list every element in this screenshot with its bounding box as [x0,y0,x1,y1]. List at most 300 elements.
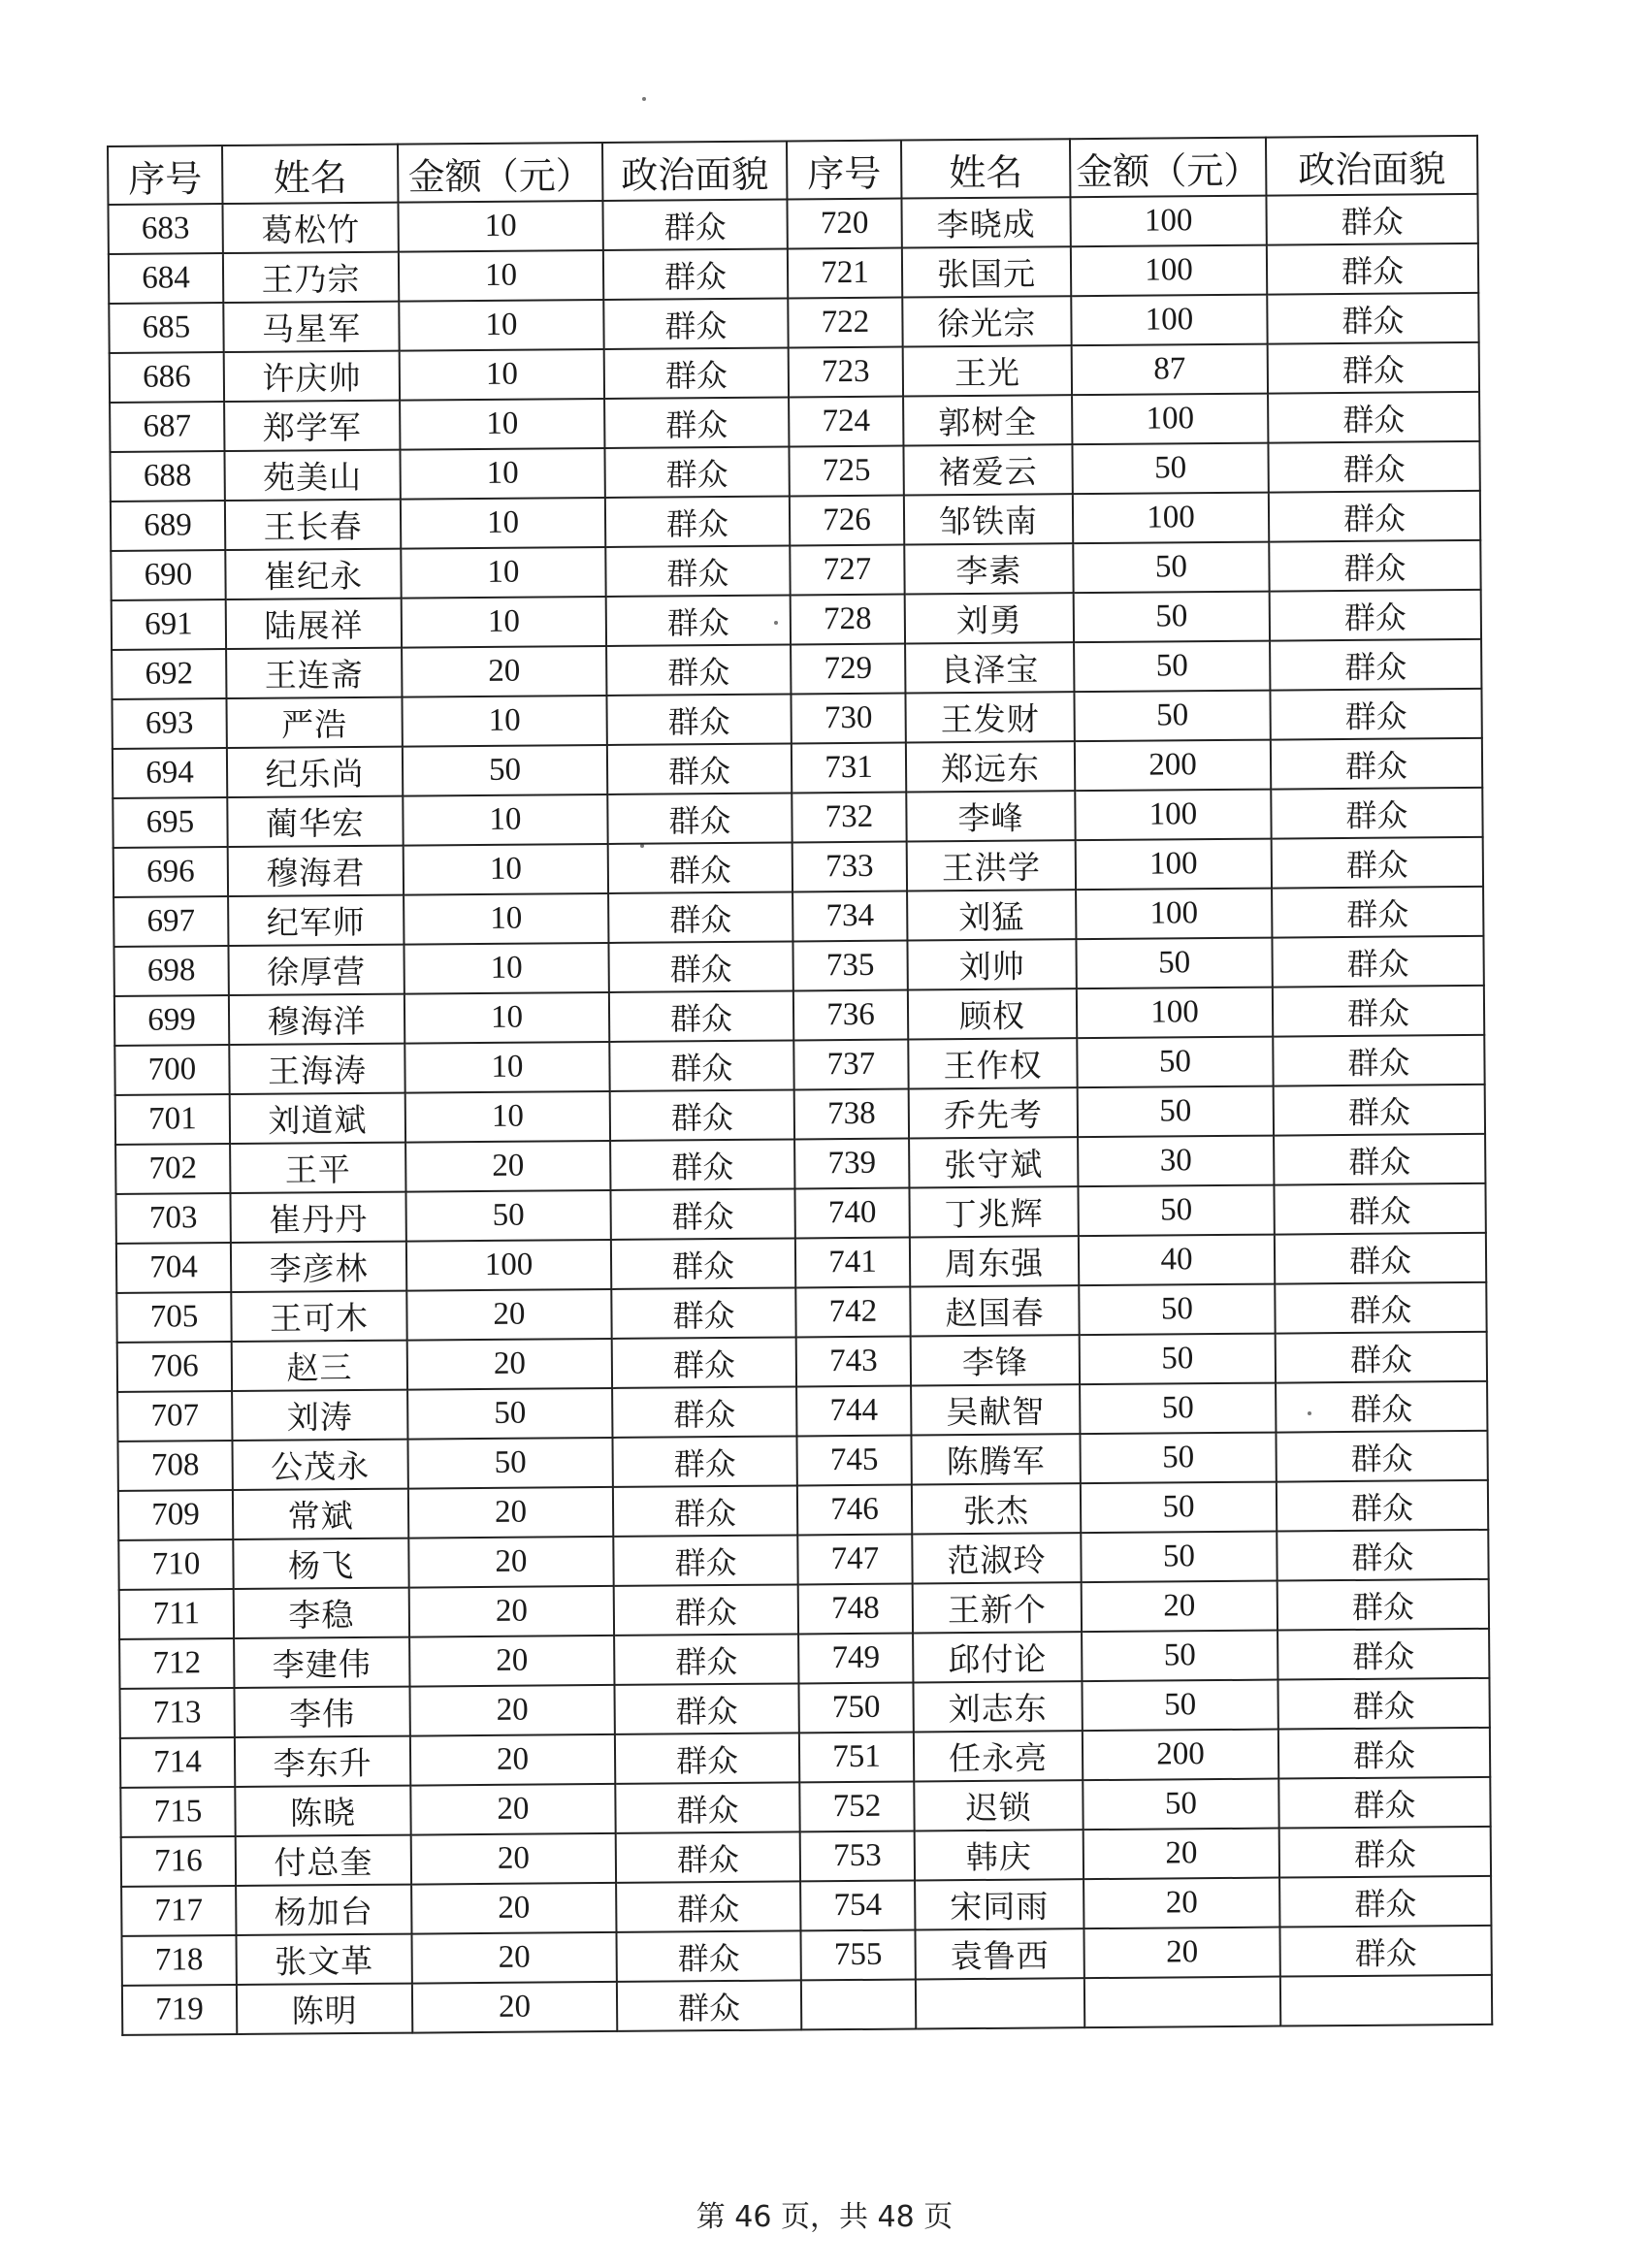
header-serial-right: 序号 [787,141,901,200]
serial-cell: 685 [109,303,223,353]
amount-cell: 20 [407,1339,612,1390]
political-status-cell: 群众 [603,298,788,348]
amount-cell: 100 [1071,245,1267,297]
political-status-cell: 群众 [1278,1777,1490,1829]
name-cell: 刘勇 [905,593,1074,643]
name-cell: 王连斋 [226,648,402,698]
political-status-cell: 群众 [1275,1233,1486,1284]
serial-cell: 713 [119,1688,234,1738]
political-status-cell: 群众 [616,1881,800,1931]
serial-cell: 735 [792,941,907,991]
amount-cell: 50 [1074,691,1270,742]
amount-cell: 20 [1083,1829,1279,1880]
name-cell: 陈明 [237,1984,412,2034]
serial-cell: 722 [788,298,902,348]
amount-cell: 50 [1078,1185,1274,1237]
table-header-row [108,136,1477,205]
name-cell: 付总奎 [236,1835,411,1886]
name-cell: 崔丹丹 [230,1192,405,1243]
amount-cell: 50 [1081,1532,1277,1583]
political-status-cell: 群众 [614,1683,798,1733]
serial-cell: 709 [118,1490,233,1540]
political-status-cell: 群众 [607,743,792,794]
name-cell: 王发财 [905,692,1074,742]
serial-cell: 750 [798,1683,913,1733]
amount-cell: 20 [411,1932,616,1984]
serial-cell: 688 [110,451,224,502]
name-cell: 任永亮 [914,1731,1083,1781]
amount-cell: 50 [1072,443,1268,495]
amount-cell: 100 [1077,988,1273,1039]
serial-cell: 702 [115,1144,230,1194]
serial-cell: 683 [108,204,222,254]
political-status-cell: 群众 [1269,540,1480,592]
political-status-cell: 群众 [612,1436,796,1486]
political-status-cell: 群众 [1266,194,1477,245]
amount-cell: 10 [401,547,605,599]
amount-cell: 20 [411,1833,616,1885]
amount-cell: 100 [1073,493,1269,544]
amount-cell: 50 [407,1388,612,1440]
amount-cell: 50 [1083,1779,1278,1831]
serial-cell: 696 [113,847,228,897]
amount-cell: 10 [400,399,604,450]
political-status-cell: 群众 [1279,1876,1491,1928]
amount-cell: 50 [1080,1383,1276,1435]
political-status-cell: 群众 [612,1386,796,1437]
table-row [122,1975,1492,2035]
political-status-cell: 群众 [615,1733,799,1783]
amount-cell: 20 [405,1141,610,1192]
name-cell: 褚爱云 [903,444,1072,495]
amount-cell: 20 [409,1636,614,1687]
serial-cell: 690 [111,550,225,600]
donation-table [107,135,1493,2036]
amount-cell: 10 [404,992,609,1044]
amount-cell: 20 [1083,1928,1279,1979]
name-cell: 张文革 [236,1934,411,1985]
name-cell: 李建伟 [234,1637,409,1688]
name-cell: 迟锁 [914,1780,1083,1831]
political-status-cell: 群众 [611,1287,795,1338]
serial-cell: 692 [112,649,226,699]
serial-cell: 684 [109,253,223,304]
serial-cell: 697 [113,896,228,947]
name-cell: 赵三 [232,1341,407,1391]
header-political-status-left: 政治面貌 [602,141,787,200]
serial-cell: 731 [792,743,906,794]
name-cell: 许庆帅 [224,351,400,402]
amount-cell [1084,1977,1280,2028]
amount-cell: 50 [1081,1482,1277,1534]
serial-cell: 754 [800,1881,915,1931]
amount-cell: 20 [410,1734,615,1786]
name-cell: 李晓成 [901,197,1070,247]
header-name-right: 姓名 [901,139,1070,198]
name-cell: 刘涛 [232,1390,407,1441]
name-cell: 王可木 [231,1291,406,1342]
name-cell: 蔺华宏 [227,796,403,847]
political-status-cell: 群众 [1270,689,1481,740]
name-cell: 王乃宗 [223,252,399,303]
serial-cell: 739 [794,1139,909,1189]
name-cell: 郭树全 [903,395,1072,445]
serial-cell: 745 [796,1436,911,1486]
amount-cell: 50 [1074,592,1270,643]
header-serial-left: 序号 [108,146,222,205]
serial-cell: 711 [119,1589,234,1639]
amount-cell: 100 [1071,295,1267,346]
serial-cell: 710 [118,1539,233,1590]
amount-cell: 40 [1079,1235,1275,1286]
political-status-cell: 群众 [1272,887,1483,938]
name-cell: 顾权 [908,988,1077,1039]
political-status-cell: 群众 [605,496,790,546]
name-cell: 赵国春 [910,1285,1079,1336]
serial-cell: 717 [121,1886,236,1936]
amount-cell: 50 [1080,1334,1276,1385]
serial-cell [801,1980,916,2030]
political-status-cell: 群众 [610,1188,794,1239]
serial-cell: 703 [115,1193,230,1244]
amount-cell: 50 [1079,1284,1275,1336]
political-status-cell: 群众 [1272,936,1483,988]
name-cell: 张国元 [902,246,1071,297]
serial-cell: 718 [121,1935,236,1986]
serial-cell: 732 [792,793,906,843]
political-status-cell: 群众 [614,1584,798,1635]
name-cell: 邹铁南 [904,494,1073,544]
name-cell: 周东强 [910,1236,1079,1286]
political-status-cell: 群众 [1277,1480,1488,1532]
amount-cell: 50 [1077,1037,1273,1088]
name-cell: 陈晓 [235,1786,410,1836]
amount-cell: 10 [400,349,604,401]
political-status-cell: 群众 [610,1089,794,1140]
serial-cell: 691 [112,599,226,650]
serial-cell: 734 [792,891,907,942]
political-status-cell: 群众 [604,397,789,447]
political-status-cell: 群众 [613,1485,797,1536]
table-body [108,194,1492,2035]
name-cell: 王洪学 [907,840,1076,891]
political-status-cell: 群众 [607,793,792,843]
name-cell: 郑学军 [224,401,400,451]
amount-cell: 10 [405,1091,610,1143]
serial-cell: 740 [794,1188,909,1239]
serial-cell: 744 [796,1386,911,1437]
name-cell: 纪乐尚 [227,747,403,797]
name-cell: 严浩 [226,697,402,748]
serial-cell: 749 [798,1634,913,1684]
amount-cell: 50 [403,745,607,796]
political-status-cell: 群众 [1277,1530,1488,1581]
name-cell: 杨飞 [233,1539,408,1589]
amount-cell: 100 [406,1240,611,1291]
name-cell: 张杰 [912,1483,1081,1534]
name-cell: 杨加台 [236,1885,411,1935]
amount-cell: 10 [401,498,605,549]
political-status-cell: 群众 [604,347,789,398]
amount-cell: 20 [408,1537,613,1588]
political-status-cell: 群众 [1267,293,1478,344]
political-status-cell: 群众 [1275,1282,1486,1334]
political-status-cell: 群众 [610,1139,794,1189]
serial-cell: 689 [111,501,225,551]
serial-cell: 726 [790,496,904,546]
amount-cell: 10 [399,300,603,351]
serial-cell: 747 [797,1535,912,1585]
political-status-cell: 群众 [617,1980,801,2030]
political-status-cell: 群众 [1278,1728,1490,1779]
amount-cell: 20 [408,1487,613,1539]
political-status-cell: 群众 [608,842,792,892]
political-status-cell: 群众 [1274,1134,1485,1185]
name-cell: 李东升 [235,1736,410,1787]
name-cell: 乔先考 [909,1087,1078,1138]
name-cell: 李素 [904,543,1073,594]
amount-cell: 50 [1078,1086,1274,1138]
serial-cell: 755 [800,1930,915,1981]
name-cell: 陈腾军 [911,1434,1080,1484]
name-cell: 王光 [903,345,1072,396]
amount-cell: 10 [403,794,607,846]
amount-cell: 20 [406,1289,611,1341]
serial-cell: 701 [115,1094,230,1145]
political-status-cell: 群众 [1271,738,1482,790]
political-status-cell: 群众 [603,248,788,299]
name-cell: 王海涛 [229,1044,404,1094]
political-status-cell: 群众 [1271,788,1482,839]
political-status-cell: 群众 [602,199,787,249]
amount-cell: 20 [412,1982,617,2033]
serial-cell: 693 [112,698,226,749]
name-cell: 张守斌 [909,1137,1078,1187]
political-status-cell: 群众 [1279,1926,1491,1977]
serial-cell: 736 [793,990,908,1041]
political-status-cell: 群众 [616,1831,800,1882]
serial-cell: 748 [798,1584,913,1635]
serial-cell: 733 [792,842,907,892]
serial-cell: 695 [113,797,227,848]
serial-cell: 729 [791,644,905,695]
serial-cell: 706 [117,1342,232,1392]
amount-cell: 50 [1082,1680,1277,1732]
name-cell: 徐光宗 [902,296,1071,346]
header-name-left: 姓名 [222,145,398,204]
name-cell: 王新个 [913,1582,1082,1633]
header-amount-left: 金额（元） [398,143,602,203]
political-status-cell: 群众 [606,694,791,744]
name-cell: 葛松竹 [222,203,398,253]
amount-cell: 20 [410,1784,615,1835]
serial-cell: 704 [116,1243,231,1293]
serial-cell: 737 [793,1040,908,1090]
political-status-cell: 群众 [609,990,793,1041]
name-cell: 吴献智 [911,1384,1080,1435]
serial-cell: 714 [120,1737,235,1788]
name-cell: 韩庆 [915,1830,1083,1880]
political-status-cell: 群众 [1273,986,1484,1037]
name-cell: 崔纪永 [225,549,401,599]
amount-cell: 10 [404,943,608,994]
serial-cell: 719 [122,1985,237,2035]
political-status-cell: 群众 [1274,1085,1485,1136]
amount-cell: 20 [411,1883,616,1934]
serial-cell: 730 [791,694,905,744]
amount-cell: 50 [1073,542,1269,594]
political-status-cell: 群众 [1277,1678,1489,1730]
name-cell: 李峰 [906,791,1075,841]
amount-cell: 100 [1076,839,1272,891]
serial-cell: 746 [797,1485,912,1536]
amount-cell: 20 [409,1685,614,1736]
amount-cell: 50 [405,1190,610,1242]
serial-cell: 686 [110,352,224,403]
amount-cell: 50 [1074,641,1270,693]
serial-cell: 751 [799,1733,914,1783]
name-cell: 李稳 [234,1588,409,1638]
political-status-cell: 群众 [612,1337,796,1387]
amount-cell: 10 [399,250,603,302]
amount-cell: 100 [1072,394,1268,445]
serial-cell: 728 [791,595,905,645]
political-status-cell: 群众 [1270,639,1481,691]
political-status-cell: 群众 [605,545,790,596]
serial-cell: 742 [795,1287,910,1338]
political-status-cell: 群众 [1268,342,1479,394]
name-cell: 李锋 [911,1335,1080,1385]
header-political-status-right: 政治面貌 [1266,136,1477,196]
name-cell: 郑远东 [906,741,1075,792]
amount-cell: 10 [398,201,602,252]
serial-cell: 741 [795,1238,910,1288]
name-cell: 刘帅 [907,939,1076,989]
serial-cell: 694 [113,748,227,798]
page-footer: 第 46 页，共 48 页 [695,2200,954,2234]
name-cell: 刘猛 [907,890,1076,940]
political-status-cell: 群众 [1277,1629,1489,1680]
political-status-cell: 群众 [613,1535,797,1585]
name-cell: 李彦林 [231,1242,406,1292]
name-cell: 袁鲁西 [915,1928,1083,1979]
amount-cell: 30 [1078,1136,1274,1187]
name-cell: 穆海洋 [229,994,404,1045]
amount-cell: 200 [1083,1730,1278,1781]
political-status-cell: 群众 [1276,1332,1487,1383]
name-cell: 穆海君 [228,846,404,896]
serial-cell: 724 [789,397,903,447]
political-status-cell: 群众 [608,941,792,991]
name-cell: 刘道斌 [230,1093,405,1144]
serial-cell: 707 [117,1391,232,1442]
serial-cell: 721 [788,248,902,299]
amount-cell: 87 [1072,344,1268,396]
political-status-cell: 群众 [1274,1183,1485,1235]
amount-cell: 20 [1082,1581,1277,1633]
political-status-cell: 群众 [1267,243,1478,295]
amount-cell: 100 [1070,196,1266,247]
header-amount-right: 金额（元） [1070,138,1266,198]
amount-cell: 20 [402,646,606,697]
name-cell: 常斌 [233,1489,408,1539]
name-cell: 王长春 [225,500,401,550]
amount-cell: 10 [402,696,606,747]
serial-cell: 727 [790,545,904,596]
serial-cell: 708 [117,1441,232,1491]
serial-cell: 753 [800,1831,915,1882]
name-cell: 范淑玲 [912,1533,1081,1583]
serial-cell: 752 [799,1782,914,1832]
political-status-cell: 群众 [1279,1827,1491,1878]
political-status-cell: 群众 [1269,491,1480,542]
political-status-cell: 群众 [611,1238,795,1288]
serial-cell: 725 [789,446,903,497]
serial-cell: 700 [114,1045,229,1095]
serial-cell: 712 [119,1638,234,1689]
political-status-cell: 群众 [608,891,792,942]
serial-cell: 699 [114,995,229,1046]
political-status-cell [1280,1975,1492,2026]
serial-cell: 716 [121,1836,236,1887]
name-cell: 邱付论 [913,1632,1082,1682]
name-cell: 苑美山 [224,450,400,501]
name-cell: 马星军 [223,302,399,352]
serial-cell: 687 [110,402,224,452]
political-status-cell: 群众 [614,1634,798,1684]
serial-cell: 705 [116,1292,231,1343]
amount-cell: 10 [402,597,606,648]
amount-cell: 50 [1082,1631,1277,1682]
amount-cell: 20 [409,1586,614,1637]
name-cell: 陆展祥 [226,599,402,649]
political-status-cell: 群众 [615,1782,799,1832]
serial-cell: 723 [789,347,903,398]
political-status-cell: 群众 [1270,590,1481,641]
name-cell: 李伟 [234,1687,409,1737]
name-cell: 公茂永 [232,1440,407,1490]
name-cell: 宋同雨 [915,1879,1083,1929]
scan-speck [642,97,646,101]
amount-cell: 10 [404,893,608,945]
political-status-cell: 群众 [1277,1579,1489,1631]
name-cell: 王作权 [908,1038,1077,1088]
amount-cell: 100 [1075,790,1271,841]
political-status-cell: 群众 [1276,1381,1487,1433]
amount-cell: 200 [1075,740,1271,792]
political-status-cell: 群众 [616,1930,800,1981]
serial-cell: 715 [120,1787,235,1837]
serial-cell: 738 [794,1089,909,1140]
name-cell [916,1978,1084,2028]
political-status-cell: 群众 [1268,441,1479,493]
amount-cell: 100 [1076,889,1272,940]
name-cell: 徐厚营 [228,945,404,995]
political-status-cell: 群众 [609,1040,793,1090]
political-status-cell: 群众 [1276,1431,1487,1482]
political-status-cell: 群众 [606,595,791,645]
name-cell: 刘志东 [913,1681,1082,1732]
name-cell: 良泽宝 [905,642,1074,693]
amount-cell: 10 [400,448,604,500]
amount-cell: 50 [407,1438,612,1489]
amount-cell: 50 [1076,938,1272,989]
political-status-cell: 群众 [1273,1035,1484,1086]
amount-cell: 50 [1080,1433,1276,1484]
amount-cell: 10 [404,844,608,895]
amount-cell: 10 [404,1042,609,1093]
political-status-cell: 群众 [604,446,789,497]
